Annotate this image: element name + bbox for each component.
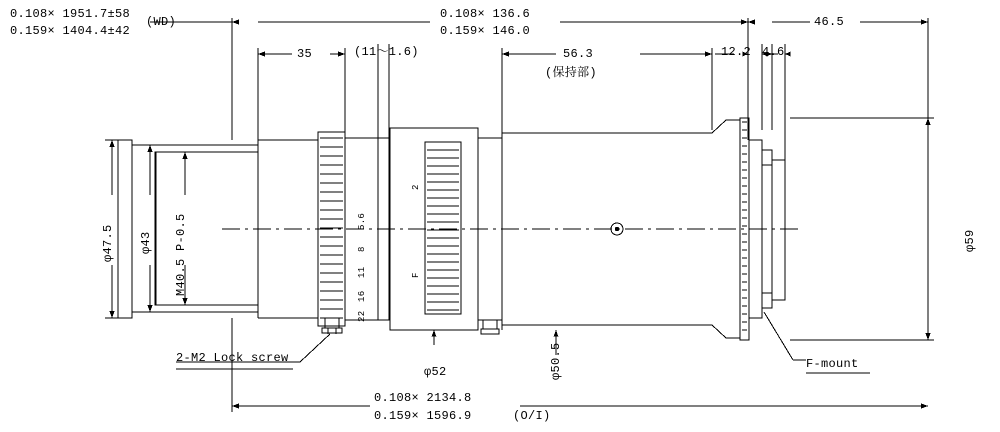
wd-dimension-line1: 0.108× 1951.7±58: [10, 7, 131, 21]
wd-dimension-line2: 0.159× 1404.4±42: [10, 24, 131, 38]
holding-note: (保持部): [545, 66, 597, 80]
outer-front-diameter: φ47.5: [101, 224, 115, 262]
mount-outer-diameter: φ59: [963, 229, 977, 252]
optical-dimension-line1: 0.108× 136.6: [440, 7, 531, 21]
focus-travel-dimension: (11〜1.6): [354, 45, 419, 59]
oi-dimension-line2: 0.159× 1596.9: [374, 409, 472, 423]
oi-dimension-line1: 0.108× 2134.8: [374, 391, 472, 405]
rear-dimension: 46.5: [814, 15, 845, 29]
holding-dimension: 56.3: [563, 47, 594, 61]
scale-mark-3: 16: [357, 290, 367, 302]
scale-mark-4: 22: [357, 310, 367, 322]
scale-mark-0: 5.6: [357, 212, 367, 230]
wd-tag: (WD): [146, 15, 177, 29]
mid-barrel-diameter: φ52: [424, 365, 447, 379]
rear-barrel-diameter: φ50.5: [549, 342, 563, 380]
oi-tag: (O/I): [513, 409, 551, 423]
ring-mark-1: F: [411, 272, 421, 278]
f-mount-callout: F-mount: [806, 357, 859, 371]
mount-flange-dimension: 4.6: [762, 45, 785, 59]
scale-mark-2: 11: [357, 266, 367, 278]
thread-spec: M40.5 P-0.5: [174, 213, 188, 296]
scale-mark-1: 8: [357, 246, 367, 252]
ring-mark-0: 2: [411, 184, 421, 190]
inner-front-diameter: φ43: [139, 231, 153, 254]
front-barrel-dimension: 35: [297, 47, 313, 61]
mount-body-dimension: 12.2: [721, 45, 752, 59]
optical-dimension-line2: 0.159× 146.0: [440, 24, 531, 38]
lock-screw-callout: 2-M2 Lock screw: [176, 351, 289, 365]
